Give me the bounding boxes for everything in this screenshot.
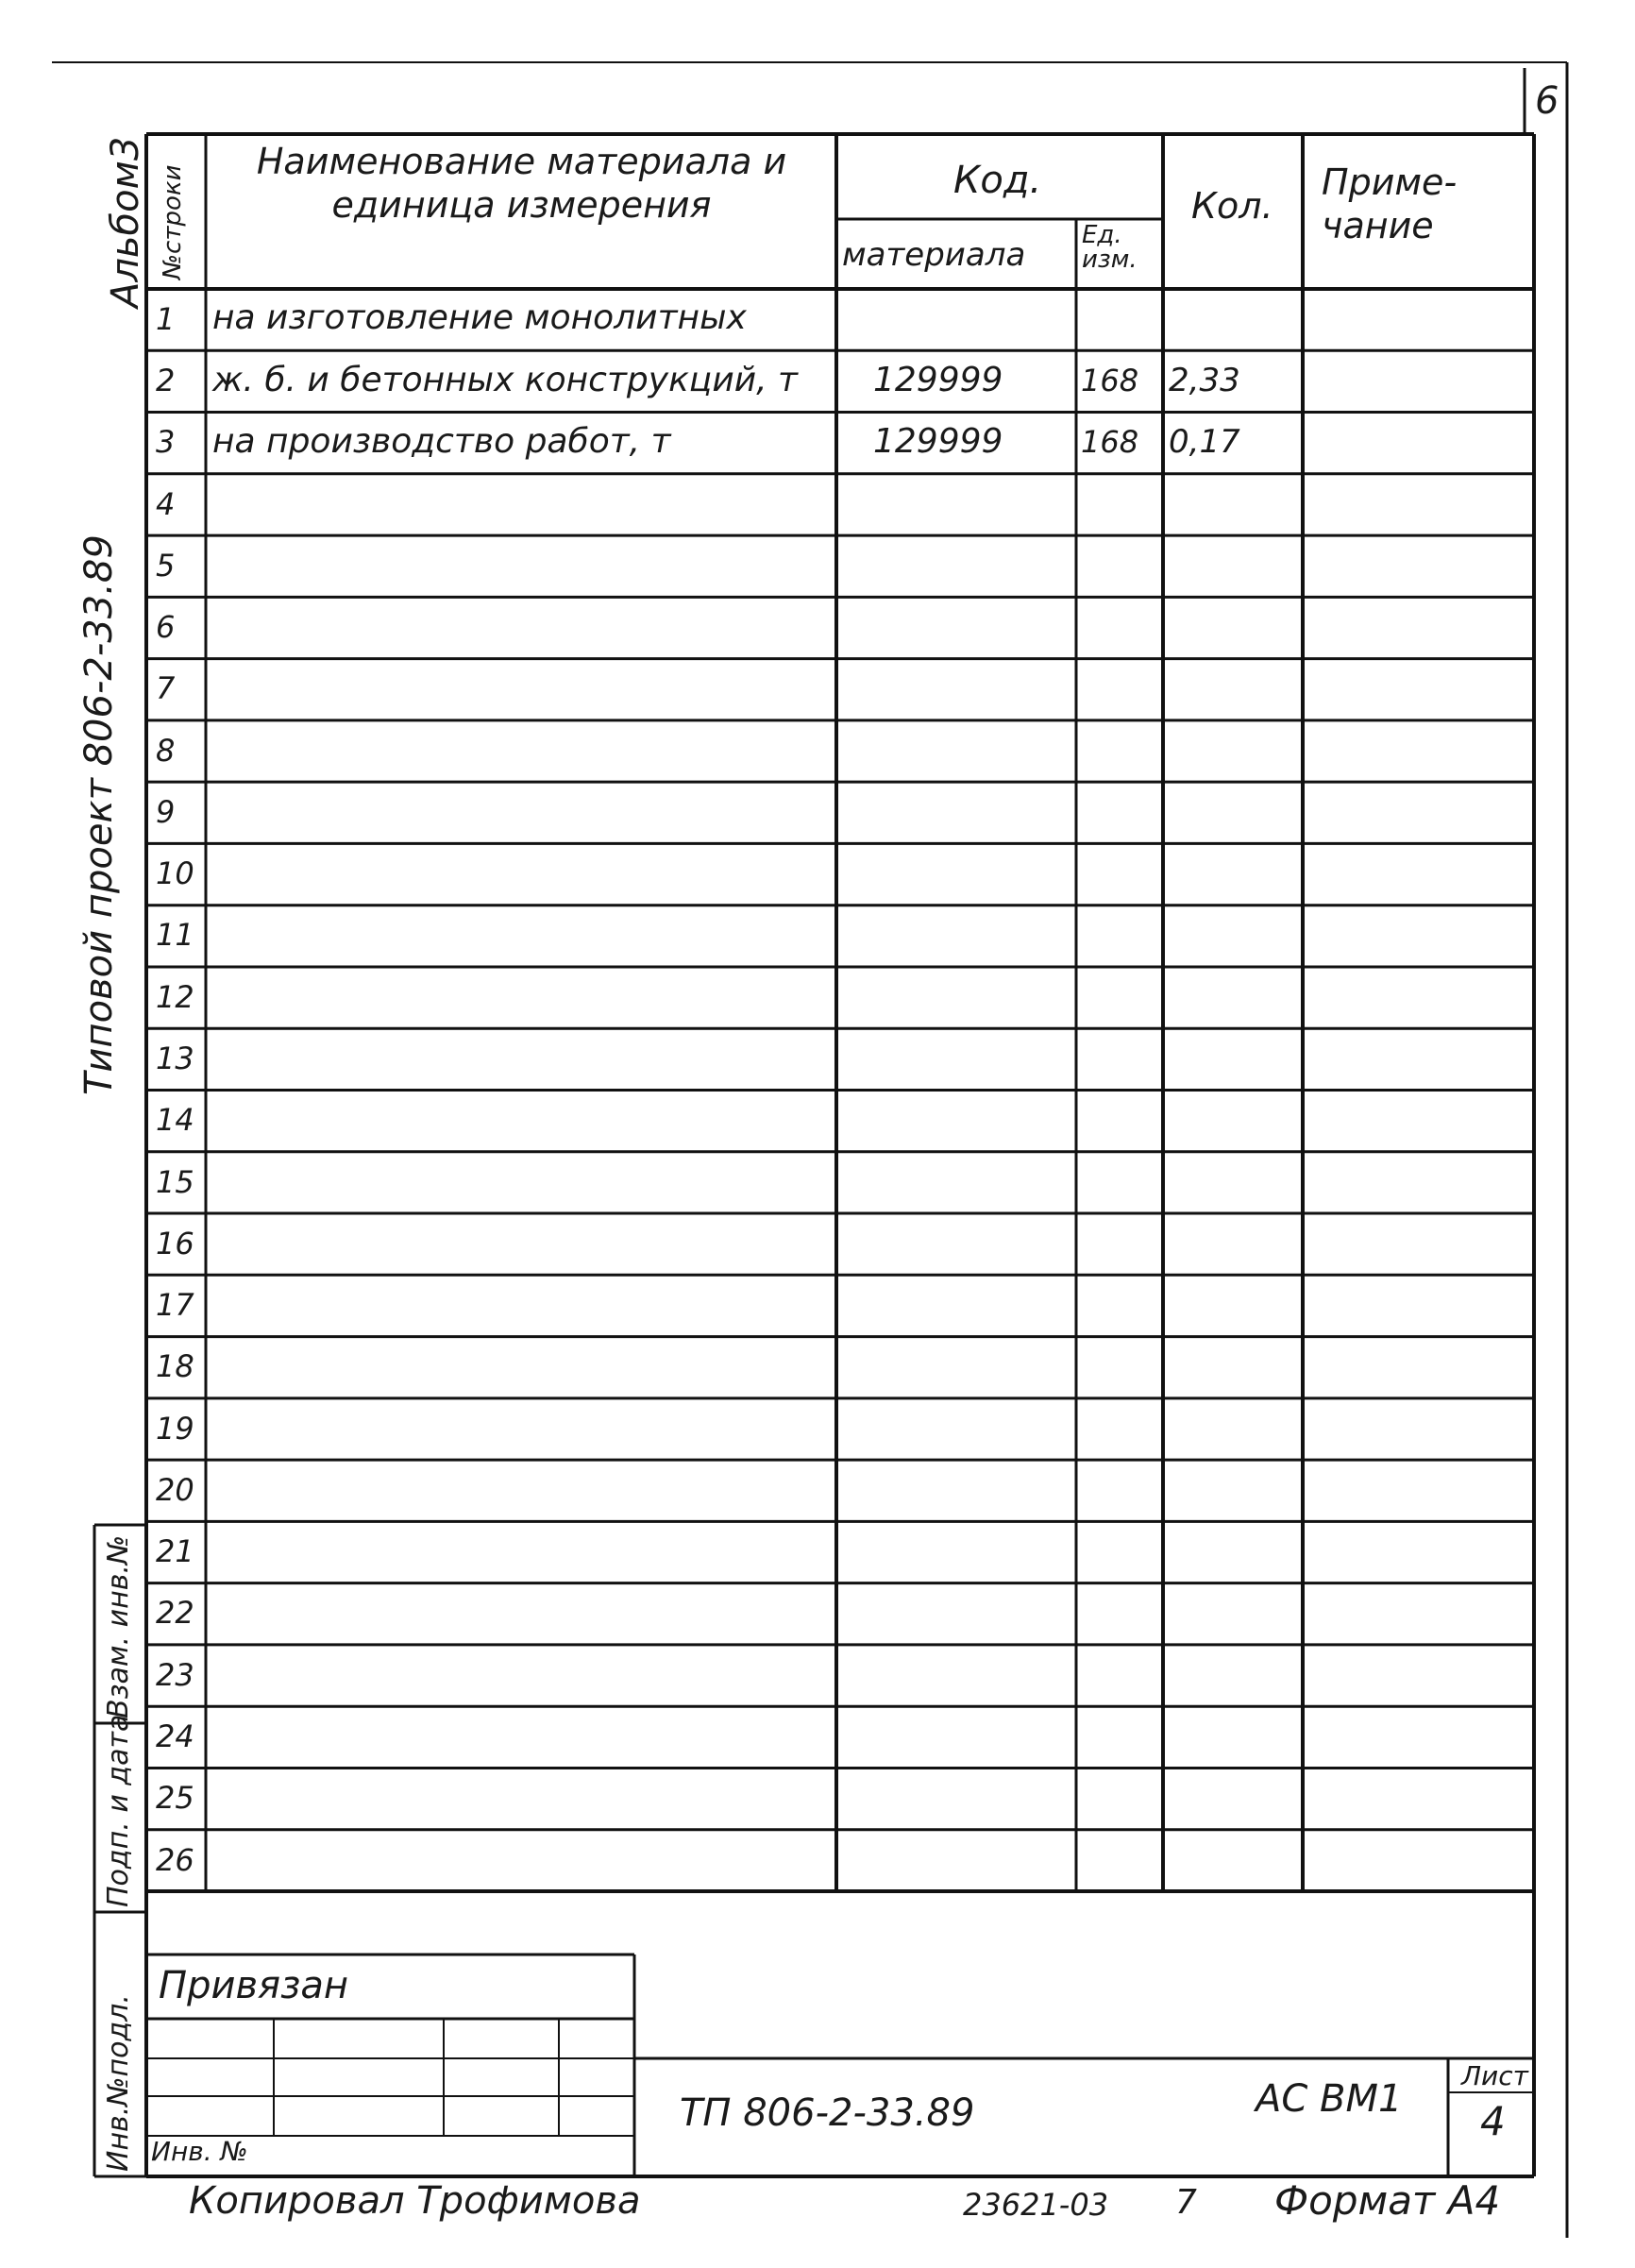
header-unit (1082, 223, 1159, 272)
header-note-text: Приме-чание (1322, 161, 1458, 246)
row-number: 20 (156, 1471, 194, 1508)
stamp-replace-inv: Взам. инв.№ (102, 1534, 135, 1718)
table-row (146, 967, 1534, 1028)
table-row (146, 1583, 1534, 1645)
sheet-label: Лист (1461, 2060, 1528, 2091)
header-code: Код. (953, 159, 1042, 202)
row-number: 2 (156, 363, 176, 399)
row-number: 17 (156, 1287, 194, 1324)
table-row (146, 1460, 1534, 1521)
unit-code: 168 (1081, 363, 1139, 399)
table-row (146, 1645, 1534, 1706)
header-qty: Кол. (1191, 185, 1273, 227)
material-name: ж. б. и бетонных конструкций, т (212, 360, 798, 399)
table-row (146, 1152, 1534, 1213)
table-row (146, 1830, 1534, 1891)
row-number: 26 (156, 1841, 194, 1878)
header-name (212, 140, 831, 227)
header-note (1322, 161, 1501, 247)
row-number: 24 (156, 1718, 194, 1754)
header-row-number: №строки (159, 164, 187, 279)
table-row (146, 1398, 1534, 1460)
row-number: 16 (156, 1225, 194, 1261)
order-number: 23621-03 (963, 2187, 1109, 2223)
table-row (146, 1706, 1534, 1768)
table-row (146, 1091, 1534, 1152)
material-name: на производство работ, т (212, 421, 671, 461)
table-row (146, 413, 1534, 474)
sheet-number: 4 (1480, 2098, 1506, 2144)
table-row (146, 474, 1534, 535)
row-number: 10 (156, 855, 194, 892)
album-label: Альбом3 (104, 136, 147, 308)
attached-label: Привязан (159, 1964, 349, 2007)
row-number: 18 (156, 1348, 194, 1385)
material-name: на изготовление монолитных (212, 298, 747, 338)
row-number: 13 (156, 1041, 194, 1076)
row-number: 8 (156, 732, 176, 769)
row-number: 21 (156, 1533, 194, 1570)
designation: ТП 806-2-33.89 (680, 2091, 975, 2135)
table-row (146, 597, 1534, 658)
document-code: АС ВМ1 (1256, 2077, 1403, 2121)
table-row (146, 843, 1534, 905)
inv-no-label: Инв. № (151, 2136, 248, 2167)
copied-by: Копировал Трофимова (189, 2179, 641, 2223)
row-number: 7 (156, 670, 176, 707)
table-row (146, 782, 1534, 843)
row-number: 1 (156, 300, 176, 337)
row-number: 14 (156, 1102, 194, 1139)
table-row (146, 350, 1534, 412)
footer-page: 7 (1175, 2183, 1197, 2222)
table-row (146, 1768, 1534, 1829)
quantity: 0,17 (1169, 423, 1240, 462)
table-row (146, 659, 1534, 720)
row-number: 5 (156, 547, 176, 584)
material-code: 129999 (873, 421, 1003, 461)
table-row (146, 720, 1534, 782)
table-row (146, 1337, 1534, 1398)
table-row (146, 1028, 1534, 1090)
row-number: 6 (156, 609, 176, 646)
header-unit-text: Ед. изм. (1082, 221, 1138, 274)
table-row (146, 1521, 1534, 1583)
table-row (146, 906, 1534, 967)
row-number: 4 (156, 485, 176, 522)
page-number: 6 (1535, 79, 1559, 123)
unit-code: 168 (1081, 424, 1139, 461)
table-row (146, 1213, 1534, 1275)
row-number: 15 (156, 1163, 194, 1200)
row-number: 9 (156, 793, 176, 830)
table-row (146, 535, 1534, 597)
format-label: Формат А4 (1274, 2177, 1501, 2224)
row-number: 22 (156, 1595, 194, 1632)
table-row (146, 289, 1534, 350)
stamp-inv-original: Инв.№подл. (102, 1994, 135, 2172)
row-number: 11 (156, 917, 194, 954)
stamp-sign-date: Подп. и дата (102, 1714, 135, 1907)
header-material: материала (842, 236, 1026, 274)
row-number: 25 (156, 1780, 194, 1817)
row-number: 12 (156, 978, 194, 1015)
project-label: Типовой проект 806-2-33.89 (77, 534, 121, 1095)
table-row (146, 1275, 1534, 1336)
row-number: 23 (156, 1656, 194, 1693)
quantity: 2,33 (1169, 361, 1240, 399)
header-name-text: Наименование материала и единица измерения (256, 141, 787, 226)
row-number: 19 (156, 1410, 194, 1447)
row-number: 3 (156, 424, 176, 461)
material-code: 129999 (873, 360, 1003, 399)
